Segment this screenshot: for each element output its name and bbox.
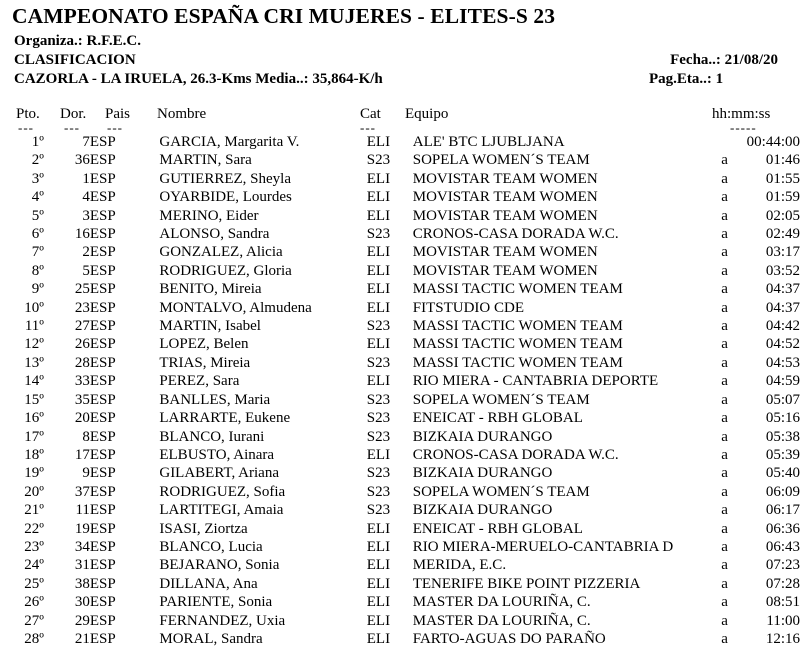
cell-pto: 5º — [31, 207, 44, 224]
cell-equipo: FARTO-AGUAS DO PARAÑO — [412, 630, 606, 647]
table-row — [0, 483, 800, 501]
table-row — [0, 520, 800, 538]
cell-tiempo: 01:59 — [765, 189, 800, 206]
cell-pto: 1º — [31, 134, 44, 150]
cell-a: a — [721, 373, 728, 390]
cell-dor: 9 — [82, 465, 90, 482]
cell-pais: ESP — [89, 152, 116, 169]
cell-dor: 17 — [74, 446, 90, 463]
cell-dor: 38 — [74, 575, 90, 592]
table-row — [0, 575, 800, 593]
cell-a: a — [721, 391, 728, 408]
cell-cat: ELI — [366, 373, 391, 390]
cell-a: a — [721, 281, 728, 298]
cell-a: a — [721, 299, 728, 316]
cell-pto: 6º — [31, 226, 44, 243]
cell-equipo: MASSI TACTIC WOMEN TEAM — [412, 318, 623, 335]
cell-a: a — [721, 594, 728, 611]
page-title: CAMPEONATO ESPAÑA CRI MUJERES - ELITES-S 23 — [12, 4, 556, 28]
cell-tiempo: 06:09 — [765, 483, 800, 500]
cell-cat: S23 — [366, 428, 391, 445]
cell-a: a — [721, 244, 728, 261]
cell-dor: 8 — [82, 428, 90, 445]
table-row — [0, 133, 800, 151]
cell-pais: ESP — [89, 189, 116, 206]
cell-pais: ESP — [89, 594, 116, 611]
cell-equipo: MOVISTAR TEAM WOMEN — [412, 244, 598, 261]
cell-cat: S23 — [366, 465, 391, 482]
cell-a: a — [721, 483, 728, 500]
cell-a: a — [721, 318, 728, 335]
organizer-line: Organiza.: R.F.E.C. — [14, 33, 141, 49]
cell-equipo: FITSTUDIO CDE — [412, 299, 524, 316]
cell-a: a — [721, 630, 728, 647]
cell-pais: ESP — [89, 630, 116, 647]
cell-a: a — [721, 226, 728, 243]
table-row — [0, 225, 800, 243]
cell-equipo: MERIDA, E.C. — [412, 557, 507, 574]
cell-pto: 15º — [24, 391, 44, 408]
cell-nombre: ELBUSTO, Ainara — [159, 446, 275, 463]
cell-tiempo: 02:49 — [765, 226, 800, 243]
cell-cat: S23 — [366, 318, 391, 335]
cell-a: a — [721, 502, 728, 519]
cell-cat: ELI — [366, 262, 391, 279]
cell-pto: 28º — [24, 630, 44, 647]
cell-equipo: MOVISTAR TEAM WOMEN — [412, 189, 598, 206]
cell-cat: ELI — [366, 336, 391, 353]
cell-pto: 14º — [24, 373, 44, 390]
cell-nombre: GUTIERREZ, Sheyla — [159, 170, 292, 187]
cell-nombre: RODRIGUEZ, Gloria — [159, 262, 292, 279]
cell-dor: 11 — [75, 502, 90, 519]
cell-tiempo: 04:59 — [765, 373, 800, 390]
cell-equipo: SOPELA WOMEN´S TEAM — [412, 483, 590, 500]
cell-equipo: MOVISTAR TEAM WOMEN — [412, 262, 598, 279]
cell-cat: ELI — [366, 446, 391, 463]
cell-cat: ELI — [366, 612, 391, 629]
col-header-pto: Pto. — [16, 106, 40, 122]
cell-a: a — [721, 207, 728, 224]
cell-pto: 27º — [24, 612, 44, 629]
cell-pais: ESP — [89, 520, 116, 537]
cell-pto: 26º — [24, 594, 44, 611]
date-label: Fecha..: 21/08/20 — [670, 52, 778, 68]
cell-pto: 19º — [24, 465, 44, 482]
cell-pais: ESP — [89, 281, 116, 298]
cell-tiempo: 11:00 — [766, 612, 800, 629]
cell-dor: 31 — [74, 557, 90, 574]
cell-pais: ESP — [89, 465, 116, 482]
cell-a: a — [721, 152, 728, 169]
cell-nombre: RODRIGUEZ, Sofia — [159, 483, 286, 500]
table-row — [0, 593, 800, 611]
cell-dor: 23 — [74, 299, 90, 316]
cell-a: a — [721, 520, 728, 537]
cell-cat: ELI — [366, 281, 391, 298]
cell-pto: 12º — [24, 336, 44, 353]
cell-equipo: CRONOS-CASA DORADA W.C. — [412, 446, 619, 463]
cell-pais: ESP — [89, 299, 116, 316]
cell-nombre: DILLANA, Ana — [159, 575, 258, 592]
cell-pto: 21º — [24, 502, 44, 519]
divider: ----- — [730, 120, 757, 135]
cell-cat: S23 — [366, 502, 391, 519]
cell-pais: ESP — [89, 575, 116, 592]
cell-equipo: RIO MIERA-MERUELO-CANTABRIA D — [412, 538, 674, 555]
cell-a: a — [721, 262, 728, 279]
cell-dor: 29 — [74, 612, 90, 629]
cell-cat: S23 — [366, 483, 391, 500]
cell-a — [721, 133, 741, 151]
cell-pto: 8º — [31, 262, 44, 279]
cell-tiempo: 01:46 — [765, 152, 800, 169]
cell-tiempo: 07:23 — [765, 557, 800, 574]
cell-cat: S23 — [366, 410, 391, 427]
cell-dor: 20 — [74, 410, 90, 427]
col-header-pais: Pais — [105, 106, 131, 122]
cell-nombre: LOPEZ, Belen — [159, 336, 249, 353]
cell-pais: ESP — [89, 612, 116, 629]
table-row — [0, 262, 800, 280]
cell-dor: 5 — [82, 262, 90, 279]
cell-a: a — [721, 538, 728, 555]
cell-tiempo: 04:42 — [765, 318, 800, 335]
cell-pais: ESP — [89, 557, 116, 574]
cell-nombre: MORAL, Sandra — [159, 630, 263, 647]
cell-cat: ELI — [366, 557, 391, 574]
cell-nombre: BLANCO, Iurani — [159, 428, 265, 445]
cell-pto: 4º — [31, 189, 44, 206]
cell-pais: ESP — [89, 428, 116, 445]
divider: --- — [360, 120, 376, 135]
cell-equipo: MASSI TACTIC WOMEN TEAM — [412, 354, 623, 371]
cell-tiempo: 03:52 — [765, 262, 800, 279]
cell-equipo: TENERIFE BIKE POINT PIZZERIA — [412, 575, 641, 592]
cell-nombre: MONTALVO, Almudena — [159, 299, 312, 316]
cell-cat: ELI — [366, 299, 391, 316]
cell-cat: ELI — [366, 207, 391, 224]
cell-dor: 33 — [74, 373, 90, 390]
cell-equipo: ENEICAT - RBH GLOBAL — [412, 520, 583, 537]
page-label: Pag.Eta..: 1 — [649, 71, 724, 87]
table-row — [0, 151, 800, 169]
cell-equipo: MOVISTAR TEAM WOMEN — [412, 207, 598, 224]
col-header-nombre: Nombre — [157, 106, 207, 122]
cell-cat: S23 — [366, 152, 391, 169]
cell-a: a — [721, 612, 728, 629]
col-header-tiempo: hh:mm:ss — [712, 106, 771, 122]
cell-pto: 10º — [24, 299, 44, 316]
cell-cat: S23 — [366, 354, 391, 371]
cell-nombre: GARCIA, Margarita V. — [159, 134, 300, 150]
cell-tiempo: 01:55 — [765, 170, 800, 187]
cell-pais: ESP — [89, 373, 116, 390]
cell-nombre: PEREZ, Sara — [159, 373, 240, 390]
table-row — [0, 538, 800, 556]
cell-equipo: ENEICAT - RBH GLOBAL — [412, 410, 583, 427]
cell-cat: ELI — [366, 244, 391, 261]
cell-tiempo: 02:05 — [765, 207, 800, 224]
cell-tiempo: 04:37 — [765, 281, 800, 298]
col-header-equipo: Equipo — [405, 106, 449, 122]
cell-pto: 3º — [31, 170, 44, 187]
cell-pto: 11º — [24, 318, 44, 335]
table-row — [0, 354, 800, 372]
cell-a: a — [721, 336, 728, 353]
cell-pto: 16º — [24, 410, 44, 427]
cell-pais: ESP — [89, 354, 116, 371]
table-row — [0, 446, 800, 464]
cell-pais: ESP — [89, 446, 116, 463]
cell-tiempo: 04:52 — [765, 336, 800, 353]
cell-tiempo: 06:43 — [765, 538, 800, 555]
cell-equipo: BIZKAIA DURANGO — [412, 502, 553, 519]
cell-nombre: BEJARANO, Sonia — [159, 557, 280, 574]
cell-cat: ELI — [366, 520, 391, 537]
cell-nombre: MARTIN, Isabel — [159, 318, 261, 335]
results-table — [0, 133, 800, 648]
cell-cat: ELI — [366, 630, 391, 647]
cell-pais: ESP — [89, 410, 116, 427]
table-row — [0, 556, 800, 574]
cell-pto: 2º — [31, 152, 44, 169]
cell-a: a — [721, 428, 728, 445]
cell-dor: 1 — [82, 170, 90, 187]
cell-dor: 28 — [74, 354, 90, 371]
cell-tiempo: 12:16 — [765, 630, 800, 647]
cell-tiempo: 04:53 — [765, 354, 800, 371]
cell-cat: ELI — [366, 594, 391, 611]
cell-dor: 36 — [74, 152, 90, 169]
cell-tiempo: 05:16 — [765, 410, 800, 427]
cell-cat: S23 — [366, 226, 391, 243]
cell-tiempo: 05:38 — [765, 428, 800, 445]
table-row — [0, 299, 800, 317]
cell-dor: 34 — [74, 538, 90, 555]
col-header-cat: Cat — [360, 106, 381, 122]
cell-tiempo: 08:51 — [765, 594, 800, 611]
table-row — [0, 170, 800, 188]
cell-nombre: LARTITEGI, Amaia — [159, 502, 284, 519]
cell-equipo: BIZKAIA DURANGO — [412, 465, 553, 482]
cell-a: a — [721, 465, 728, 482]
cell-equipo: ALE' BTC LJUBLJANA — [412, 134, 565, 150]
cell-tiempo: 05:39 — [765, 446, 800, 463]
cell-nombre: MERINO, Eider — [159, 207, 259, 224]
cell-tiempo: 06:17 — [765, 502, 800, 519]
table-row — [0, 409, 800, 427]
col-header-dor: Dor. — [60, 106, 87, 122]
cell-equipo: CRONOS-CASA DORADA W.C. — [412, 226, 619, 243]
cell-equipo: SOPELA WOMEN´S TEAM — [412, 391, 590, 408]
cell-dor: 4 — [82, 189, 90, 206]
cell-dor: 16 — [74, 226, 90, 243]
cell-pais: ESP — [89, 207, 116, 224]
cell-pais: ESP — [89, 336, 116, 353]
table-row — [0, 372, 800, 390]
cell-nombre: BLANCO, Lucia — [159, 538, 263, 555]
cell-a: a — [721, 575, 728, 592]
cell-dor: 2 — [82, 244, 90, 261]
cell-cat: S23 — [366, 391, 391, 408]
cell-pais: ESP — [89, 502, 116, 519]
cell-tiempo: 03:17 — [765, 244, 800, 261]
cell-cat: ELI — [366, 538, 391, 555]
cell-a: a — [721, 170, 728, 187]
table-row — [0, 612, 800, 630]
cell-dor: 26 — [74, 336, 90, 353]
route-info: CAZORLA - LA IRUELA, 26.3-Kms Media..: 35,864-K/h — [14, 71, 383, 87]
cell-nombre: OYARBIDE, Lourdes — [159, 189, 292, 206]
cell-dor: 27 — [74, 318, 90, 335]
cell-nombre: FERNANDEZ, Uxia — [159, 612, 286, 629]
cell-equipo: MASTER DA LOURIÑA, C. — [412, 594, 591, 611]
column-headers — [0, 106, 800, 135]
table-row — [0, 280, 800, 298]
cell-a: a — [721, 189, 728, 206]
classification-label: CLASIFICACION — [14, 52, 136, 68]
cell-nombre: LARRARTE, Eukene — [159, 410, 291, 427]
cell-nombre: GONZALEZ, Alicia — [159, 244, 283, 261]
cell-pto: 13º — [24, 354, 44, 371]
cell-pto: 22º — [24, 520, 44, 537]
cell-equipo: SOPELA WOMEN´S TEAM — [412, 152, 590, 169]
cell-a: a — [721, 354, 728, 371]
cell-nombre: ALONSO, Sandra — [159, 226, 270, 243]
table-row — [0, 335, 800, 353]
cell-tiempo: 06:36 — [765, 520, 800, 537]
cell-dor: 21 — [74, 630, 90, 647]
cell-nombre: MARTIN, Sara — [159, 152, 252, 169]
cell-equipo: MASTER DA LOURIÑA, C. — [412, 612, 591, 629]
divider: --- — [64, 120, 80, 135]
cell-pais: ESP — [89, 226, 116, 243]
cell-pais: ESP — [89, 244, 116, 261]
cell-equipo: MASSI TACTIC WOMEN TEAM — [412, 336, 623, 353]
cell-pais: ESP — [89, 391, 116, 408]
cell-pto: 17º — [24, 428, 44, 445]
cell-a: a — [721, 557, 728, 574]
cell-pto: 18º — [24, 446, 44, 463]
cell-dor: 37 — [74, 483, 90, 500]
cell-pais: ESP — [89, 318, 116, 335]
table-row — [0, 188, 800, 206]
cell-nombre: ISASI, Ziortza — [159, 520, 248, 537]
cell-equipo: MOVISTAR TEAM WOMEN — [412, 170, 598, 187]
table-row — [0, 243, 800, 261]
cell-cat: ELI — [366, 170, 391, 187]
cell-tiempo: 05:07 — [765, 391, 800, 408]
cell-dor: 19 — [74, 520, 90, 537]
table-row — [0, 501, 800, 519]
cell-cat: ELI — [366, 189, 391, 206]
cell-pais: ESP — [89, 483, 116, 500]
table-row — [0, 464, 800, 482]
cell-a: a — [721, 446, 728, 463]
cell-equipo: RIO MIERA - CANTABRIA DEPORTE — [412, 373, 659, 390]
cell-pto: 24º — [24, 557, 44, 574]
cell-nombre: GILABERT, Ariana — [159, 465, 279, 482]
cell-pto: 20º — [24, 483, 44, 500]
cell-dor: 35 — [74, 391, 90, 408]
cell-pto: 25º — [24, 575, 44, 592]
cell-dor: 25 — [74, 281, 90, 298]
table-row — [0, 391, 800, 409]
cell-tiempo: 04:37 — [765, 299, 800, 316]
cell-dor: 30 — [74, 594, 90, 611]
cell-cat: ELI — [366, 134, 391, 150]
divider: --- — [107, 120, 123, 135]
cell-tiempo: 00:44:00 — [746, 134, 800, 150]
cell-nombre: PARIENTE, Sonia — [159, 594, 273, 611]
table-row — [0, 317, 800, 335]
cell-pais: ESP — [89, 538, 116, 555]
cell-equipo: MASSI TACTIC WOMEN TEAM — [412, 281, 623, 298]
cell-equipo: BIZKAIA DURANGO — [412, 428, 553, 445]
cell-pto: 9º — [31, 281, 44, 298]
cell-dor: 3 — [82, 207, 90, 224]
cell-nombre: BANLLES, Maria — [159, 391, 271, 408]
table-row — [0, 630, 800, 648]
cell-nombre: BENITO, Mireia — [159, 281, 262, 298]
cell-a: a — [721, 410, 728, 427]
cell-nombre: TRIAS, Mireia — [159, 354, 251, 371]
cell-pais: ESP — [89, 134, 116, 150]
cell-pais: ESP — [89, 262, 116, 279]
cell-dor: 7 — [82, 134, 90, 150]
table-row — [0, 428, 800, 446]
cell-pto: 7º — [31, 244, 44, 261]
cell-cat: ELI — [366, 575, 391, 592]
cell-pais: ESP — [89, 170, 116, 187]
cell-tiempo: 05:40 — [765, 465, 800, 482]
table-row — [0, 207, 800, 225]
divider: --- — [18, 120, 34, 135]
cell-pto: 23º — [24, 538, 44, 555]
cell-tiempo: 07:28 — [765, 575, 800, 592]
